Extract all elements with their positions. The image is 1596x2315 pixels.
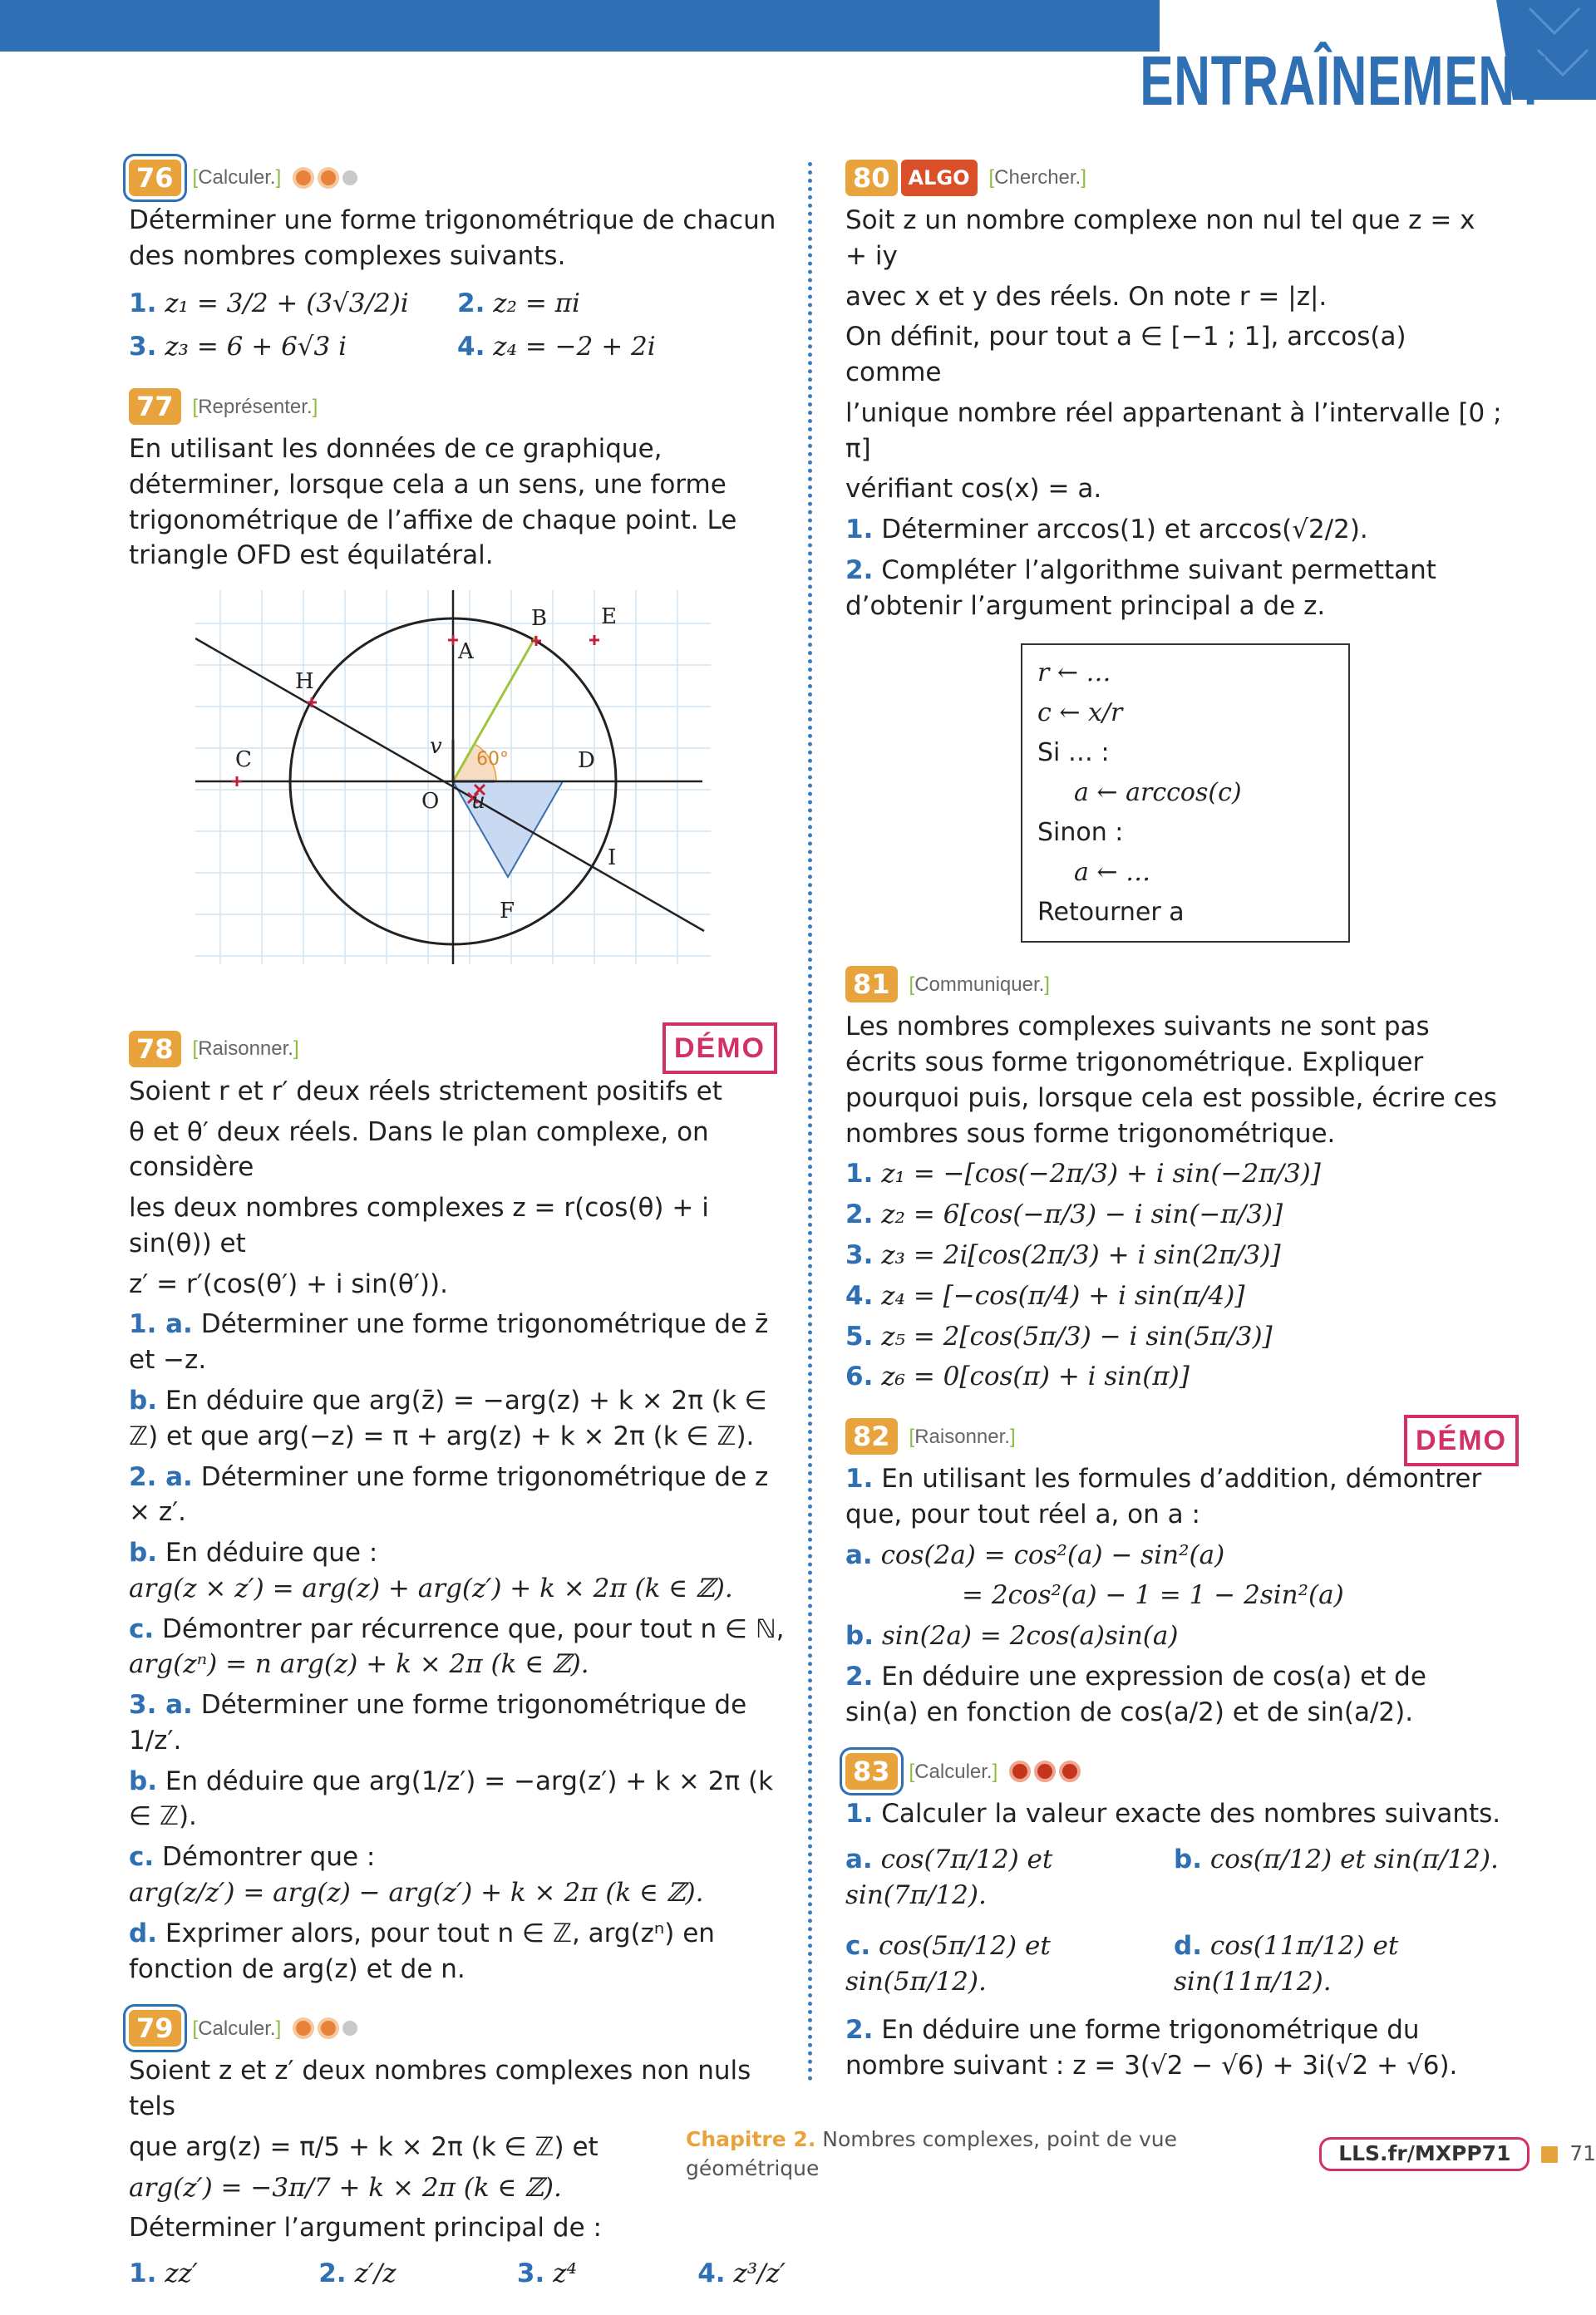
demo-badge: DÉMO [663,1022,777,1074]
formula: arg(z × z′) = arg(z) + arg(z′) + k × 2π (k ∈ ℤ). [129,1573,733,1603]
exercise-76 [129,160,786,365]
point-label-h: H [295,669,314,695]
exercise-78 [129,1031,786,1987]
page-marker [1541,2146,1558,2163]
item-formula: z⁴ [553,2258,577,2289]
item-label: 2. [318,2258,347,2289]
question-text: Exprimer alors, pour tout n ∈ ℤ, arg(zⁿ) en fonction de arg(z) et de n. [129,1918,715,1984]
item-formula: z′/z [354,2258,397,2289]
item-formula: cos(5π/12) et sin(5π/12). [845,1930,1051,1997]
angle-label: 60° [476,749,509,771]
question-text: En déduire que : [165,1538,378,1569]
question-label: 2. [845,1661,874,1692]
item-label: 4. [457,332,485,362]
algo-line: Si … : [1037,738,1110,768]
question-text: En utilisant les formules d’addition, démontrer que, pour tout réel a, on a : [845,1464,1482,1529]
algo-line: a ← arccos(c) [1074,778,1242,808]
intro-line: avec x et y des réels. On note r = |z|. [845,281,1328,312]
question-text: Calculer la valeur exacte des nombres suivants. [881,1799,1501,1830]
skill-tag: [Raisonner.] [192,1037,299,1061]
question-label: b. [129,1538,157,1569]
left-column [129,160,786,2315]
question-label: 2. [845,2015,874,2046]
skill-tag: [Raisonner.] [909,1425,1016,1448]
exercise-number: 77 [129,388,181,425]
item-label: 4. [697,2258,726,2289]
chapter-title: Nombres complexes, point de vue géométrique [686,2127,1177,2180]
item-formula: z₂ = πi [493,288,580,318]
algo-line: c ← x/r [1037,698,1123,728]
item-formula: cos(7π/12) et sin(7π/12). [845,1845,1053,1910]
question-label: d. [129,1918,157,1948]
question-text: Démontrer que : [162,1842,376,1873]
point-label-b: B [531,606,548,632]
algo-line: r ← … [1037,658,1111,688]
point-label-c: C [235,747,252,773]
exercise-81 [845,966,1502,1395]
exercise-number: 82 [845,1418,898,1455]
exercise-82 [845,1418,1507,1730]
demo-badge: DÉMO [1404,1415,1519,1466]
skill-tag: [Calculer.] [192,2017,282,2040]
item-formula: z₄ = −2 + 2i [493,332,656,362]
intro-line: On définit, pour tout a ∈ [−1 ; 1], arccos(a) comme [845,322,1406,388]
skill-tag: [Calculer.] [192,166,282,190]
intro-line: Soient r et r′ deux réels strictement positifs et [129,1076,722,1106]
difficulty-indicator [293,167,357,189]
top-band [0,0,1160,52]
page-number: 71 [1569,2141,1596,2166]
intro-line: θ et θ′ deux réels. Dans le plan complexe, on considère [129,1116,709,1183]
item-label: a. [845,1845,873,1875]
exercise-intro: Déterminer une forme trigonométrique de chacun des nombres complexes suivants. [129,205,776,271]
item-formula: z₆ = 0[cos(π) + i sin(π)] [881,1362,1190,1392]
intro-line: que arg(z) = π/5 + k × 2π (k ∈ ℤ) et [129,2131,598,2162]
exercise-intro: En utilisant les données de ce graphique, déterminer, lorsque cela a un sens, une forme trigonométrique de l’affixe de chaque point. Le triangle OFD est équilatéral. [129,434,737,571]
intro-line: les deux nombres complexes z = r(cos(θ) + i sin(θ)) et [129,1193,709,1258]
exercise-number: 78 [129,1031,181,1067]
exercise-intro: Les nombres complexes suivants ne sont pas écrits sous forme trigonométrique. Expliquer pourquoi puis, lorsque cela est possible, écrire ces nombres sous forme trigonométrique. [845,1012,1497,1149]
intro-line: l’unique nombre réel appartenant à l’intervalle [0 ; π] [845,397,1502,464]
item-label: 3. [516,2258,545,2289]
item-formula: z₃ = 6 + 6√3 i [165,332,347,362]
section-title: ENTRAÎNEMENT [1139,42,1546,120]
formula: sin(2a) = 2cos(a)sin(a) [881,1621,1179,1652]
question-text: Compléter l’algorithme suivant permettant d’obtenir l’argument principal a de z. [845,554,1436,621]
question-text: En déduire que arg(z̄) = −arg(z) + k × 2π (k ∈ ℤ) et que arg(−z) = π + arg(z) + k × 2π (k ∈ ℤ). [129,1386,767,1451]
algo-line: a ← … [1074,858,1151,888]
algo-line: Retourner a [1037,898,1185,928]
vector-u-label: u [471,789,485,815]
item-label: 1. [845,1159,874,1190]
intro-line: Soient z et z′ deux nombres complexes non nuls tels [129,2056,751,2122]
chapter-number: Chapitre 2. [686,2127,816,2151]
formula: = 2cos²(a) − 1 = 1 − 2sin²(a) [962,1580,1344,1611]
question-label: c. [129,1842,155,1873]
skill-tag: [Chercher.] [988,166,1086,190]
skill-tag: [Représenter.] [192,395,318,418]
online-link[interactable]: LLS.fr/MXPP71 [1319,2137,1530,2171]
item-label: 2. [457,288,485,318]
question-label: 1. [845,1799,874,1830]
difficulty-indicator [1009,1761,1081,1782]
question-text: Déterminer arccos(1) et arccos(√2/2). [881,515,1368,545]
exercise-83 [845,1753,1502,2083]
item-label: 3. [845,1240,874,1271]
question-label: 2. a. [129,1461,193,1492]
question-text: Déterminer une forme trigonométrique de 1/z′. [129,1690,747,1756]
item-label: c. [845,1930,871,1961]
intro-line: Déterminer l’argument principal de : [129,2213,602,2244]
right-column [845,160,1507,2107]
item-formula: z₅ = 2[cos(5π/3) − i sin(5π/3)] [881,1321,1273,1352]
question-label: b. [129,1766,157,1796]
exercise-80 [845,160,1502,943]
item-label: 6. [845,1362,874,1392]
exercise-number: 83 [845,1753,898,1790]
question-label: c. [129,1613,155,1644]
question-text: Déterminer une forme trigonométrique de z̄ et −z. [129,1309,769,1376]
formula: cos(2a) = cos²(a) − sin²(a) [880,1539,1225,1570]
page-footer [686,2125,1596,2183]
difficulty-indicator [293,2017,357,2039]
exercise-number: 76 [129,160,181,196]
exercise-number: 80 [845,160,898,196]
algo-line: Sinon : [1037,818,1124,848]
question-label: 1. a. [129,1309,193,1340]
point-label-i: I [608,845,617,871]
item-formula: z₄ = [−cos(π/4) + i sin(π/4)] [881,1280,1245,1311]
algo-badge: ALGO [901,160,978,196]
question-text: En déduire une forme trigonométrique du nombre suivant : z = 3(√2 − √6) + 3i(√2 + √6). [845,2015,1458,2081]
item-formula: cos(π/12) et sin(π/12). [1209,1845,1499,1875]
point-label-e: E [601,604,617,630]
vector-v-label: v [430,734,442,760]
question-label: 3. a. [129,1690,193,1721]
question-label: a. [845,1539,873,1570]
item-label: 4. [845,1280,874,1311]
algorithm-box [1021,643,1350,943]
formula: arg(z/z′) = arg(z) − arg(z′) + k × 2π (k ∈ ℤ). [129,1877,704,1908]
question-label: 1. [845,515,874,545]
intro-line: z′ = r′(cos(θ′) + i sin(θ′)). [129,1268,448,1299]
item-formula: z₃ = 2i[cos(2π/3) + i sin(2π/3)] [881,1240,1281,1271]
question-text: En déduire une expression de cos(a) et de sin(a) en fonction de cos(a/2) et de sin(a/2). [845,1661,1426,1727]
item-label: b. [1174,1845,1202,1875]
intro-line: arg(z′) = −3π/7 + k × 2π (k ∈ ℤ). [129,2172,562,2203]
item-formula: z₂ = 6[cos(−π/3) − i sin(−π/3)] [881,1199,1283,1230]
formula: arg(zⁿ) = n arg(z) + k × 2π (k ∈ ℤ). [129,1649,589,1680]
item-label: 5. [845,1321,874,1352]
exercise-number: 79 [129,2010,181,2047]
question-label: 2. [845,554,874,585]
item-label: d. [1174,1930,1202,1961]
complex-plane-figure [195,590,711,973]
question-label: b. [129,1386,157,1416]
question-label: 1. [845,1464,874,1495]
skill-tag: [Calculer.] [909,1760,998,1783]
exercise-77 [129,388,786,1007]
point-label-f: F [500,899,515,924]
item-formula: z₁ = −[cos(−2π/3) + i sin(−2π/3)] [881,1159,1321,1190]
item-formula: cos(11π/12) et sin(11π/12). [1174,1930,1399,1997]
intro-line: Soit z un nombre complexe non nul tel que z = x + iy [845,205,1475,271]
question-label: b. [845,1621,874,1652]
item-label: 3. [129,332,157,362]
exercise-number: 81 [845,966,898,1002]
item-label: 1. [129,2258,157,2289]
item-label: 2. [845,1199,874,1230]
origin-label: O [421,789,440,815]
column-divider [808,162,812,2082]
question-text: Déterminer une forme trigonométrique de z × z′. [129,1461,769,1528]
question-text: En déduire que arg(1/z′) = −arg(z′) + k × 2π (k ∈ ℤ). [129,1766,774,1832]
item-formula: zz′ [165,2258,198,2289]
point-label-d: D [578,748,595,774]
question-text: Démontrer par récurrence que, pour tout n ∈ ℕ, [162,1613,785,1644]
point-label-a: A [458,639,474,665]
skill-tag: [Communiquer.] [909,973,1050,996]
item-formula: z₁ = 3/2 + (3√3/2)i [165,288,409,318]
item-label: 1. [129,288,157,318]
item-formula: z³/z′ [733,2258,786,2289]
intro-line: vérifiant cos(x) = a. [845,474,1102,505]
